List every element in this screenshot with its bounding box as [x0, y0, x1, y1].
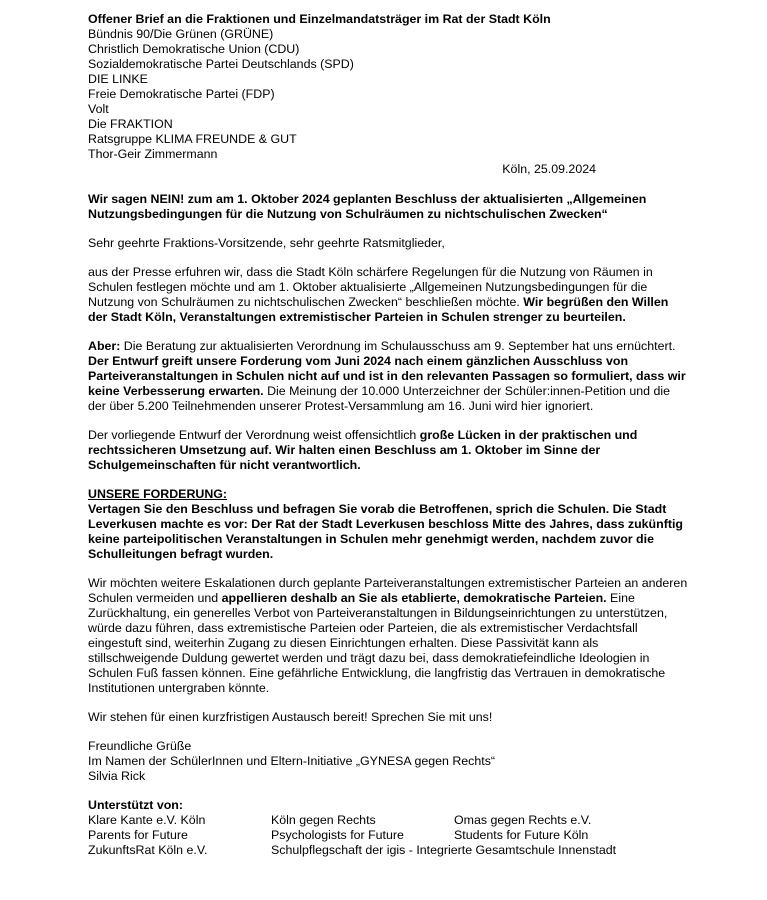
paragraph-emphasis: große Lücken in der praktischen und rechtssicheren Umsetzung auf. Wir halten einen Beschluss am 1. Oktober im Sinne der Schulgemeinschaften für nicht verantwortlich. — [88, 428, 638, 472]
demand-text: Vertagen Sie den Beschluss und befragen Sie vorab die Betroffenen, sprich die Schulen. Die Stadt Leverkusen machte es vor: Der Rat der Stadt Leverkusen beschloss Mitte des Jahres, dass zukünftig keine parteipolitischen Veranstaltungen in Schulen mehr genehmigt werden, nachdem zuvor die Schulleitungen befragt wurden. — [88, 502, 683, 561]
paragraph-concern — [88, 339, 688, 414]
recipient-item: Sozialdemokratische Partei Deutschlands (SPD) — [88, 57, 354, 71]
paragraph-appeal — [88, 576, 688, 696]
supporters-grid — [88, 813, 688, 858]
paragraph-emphasis: appellieren deshalb an Sie als etablierte, demokratische Parteien. — [221, 591, 607, 605]
recipient-item: Bündnis 90/Die Grünen (GRÜNE) — [88, 27, 274, 41]
supporters-heading: Unterstützt von: — [88, 798, 183, 812]
supporter-item: Psychologists for Future — [271, 828, 404, 842]
supporter-item: Omas gegen Rechts e.V. — [454, 813, 592, 827]
recipient-item: DIE LINKE — [88, 72, 148, 86]
recipient-item: Thor-Geir Zimmermann — [88, 147, 218, 161]
supporter-item: Students for Future Köln — [454, 828, 589, 842]
paragraph-emphasis: Wir begrüßen den Willen der Stadt Köln, Veranstaltungen extremistischer Parteien in Schulen strenger zu beurteilen. — [88, 295, 669, 324]
on-behalf-line: Im Namen der SchülerInnen und Eltern-Initiative „GYNESA gegen Rechts“ — [88, 754, 496, 768]
supporter-item: Parents for Future — [88, 828, 188, 842]
salutation: Sehr geehrte Fraktions-Vorsitzende, sehr geehrte Ratsmitglieder, — [88, 236, 445, 250]
greeting: Freundliche Grüße — [88, 739, 192, 753]
supporter-item: ZukunftsRat Köln e.V. — [88, 843, 208, 857]
supporter-item: Köln gegen Rechts — [271, 813, 376, 827]
recipient-item: Christlich Demokratische Union (CDU) — [88, 42, 300, 56]
paragraph-emphasis: Aber: — [88, 339, 121, 353]
demand-heading: UNSERE FORDERUNG: — [88, 487, 228, 501]
paragraph-text: Die Meinung der 10.000 Unterzeichner der Schüler:innen-Petition und die der über 5.200 Teilnehmenden unserer Protest-Versammlung am 16. Juni wird hier ignoriert. — [88, 384, 671, 413]
letter-subject: Wir sagen NEIN! zum am 1. Oktober 2024 geplanten Beschluss der aktualisierten „Allgemeinen Nutzungsbedingungen für die Nutzung von Schulräumen zu nichtschulischen Zwecken“ — [88, 192, 647, 221]
closing-call: Wir stehen für einen kurzfristigen Austausch bereit! Sprechen Sie mit uns! — [88, 710, 493, 724]
paragraph-text: Die Beratung zur aktualisierten Verordnung im Schulausschuss am 9. September hat uns ernüchtert. — [120, 339, 676, 353]
signature-block — [88, 739, 688, 784]
paragraph-text: aus der Presse erfuhren wir, dass die Stadt Köln schärfere Regelungen für die Nutzung von Räumen in Schulen festlegen möchte und am 1. Oktober aktualisierte „Allgemeinen Nutzungsbedingungen für die Nutzung von Schulräumen zu nichtschulischen Zwecken“ beschließen möchte. — [88, 265, 653, 309]
recipient-item: Ratsgruppe KLIMA FREUNDE & GUT — [88, 132, 297, 146]
recipient-item: Volt — [88, 102, 109, 116]
paragraph-text: Der vorliegende Entwurf der Verordnung weist offensichtlich — [88, 428, 420, 442]
paragraph-text: Wir möchten weitere Eskalationen durch geplante Parteiveranstaltungen extremistischer Parteien an anderen Schulen vermeiden und — [88, 576, 688, 605]
supporter-item: Schulpflegschaft der igis - Integrierte Gesamtschule Innenstadt — [271, 843, 617, 857]
letter-date: Köln, 25.09.2024 — [502, 162, 596, 176]
open-letter — [88, 12, 688, 858]
demand-section — [88, 487, 688, 562]
letter-title: Offener Brief an die Fraktionen und Einzelmandatsträger im Rat der Stadt Köln — [88, 12, 551, 26]
paragraph-emphasis: Der Entwurf greift unsere Forderung vom Juni 2024 nach einem gänzlichen Ausschluss von Parteiveranstaltungen in Schulen nicht auf und ist in den relevanten Passagen so formuliert, dass wir keine Verbesserung erwarten. — [88, 354, 686, 398]
paragraph-text: Eine Zurückhaltung, ein generelles Verbot von Parteiveranstaltungen in Bildungseinrichtungen zu unterstützen, würde dazu führen, dass extremistische Parteien oder Parteien, die als extremistischer Verdachtsfall eingestuft sind, weiterhin Zugang zu diesen Einrichtungen erhalten. Diese Passivität kann als stillschweigende Duldung gewertet werden und trägt dazu bei, dass demokratiefeindliche Ideologien in Schulen Fuß fassen können. Eine gefährliche Entwicklung, die langfristig das Vertrauen in demokratische Institutionen untergraben könnte. — [88, 591, 668, 695]
signatory-name: Silvia Rick — [88, 769, 146, 783]
recipient-item: Die FRAKTION — [88, 117, 173, 131]
paragraph-intro — [88, 265, 688, 325]
supporter-item: Klare Kante e.V. Köln — [88, 813, 206, 827]
recipient-list — [88, 27, 688, 162]
recipient-item: Freie Demokratische Partei (FDP) — [88, 87, 275, 101]
paragraph-draft — [88, 428, 688, 473]
